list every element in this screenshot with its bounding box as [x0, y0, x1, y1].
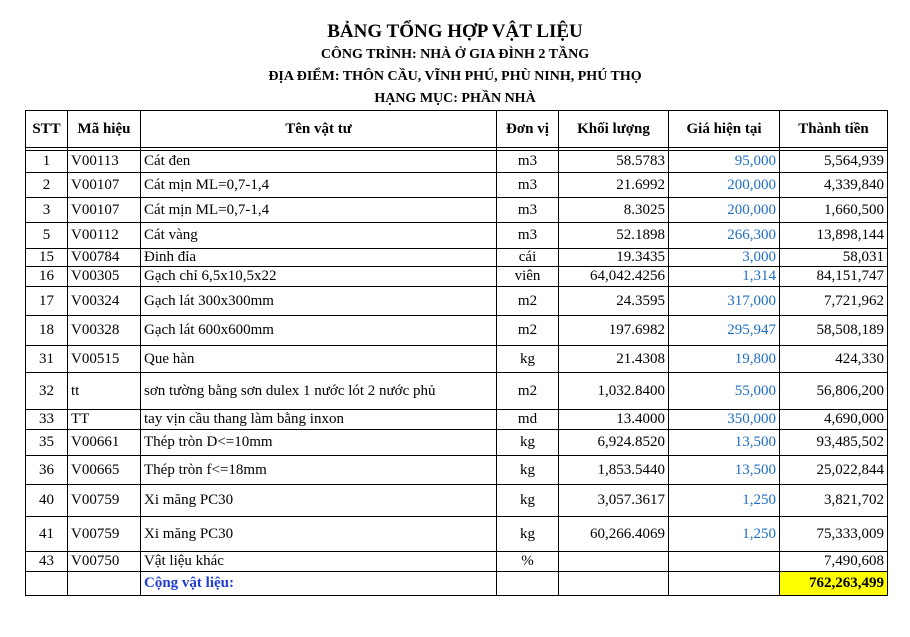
column-header-total: Thành tiền [780, 111, 888, 148]
cell-total: 13,898,144 [780, 223, 888, 249]
total-label: Cộng vật liệu: [141, 572, 497, 596]
cell-stt: 31 [26, 346, 68, 373]
cell-code: V00107 [68, 173, 141, 198]
cell-quantity: 24.3595 [559, 287, 669, 316]
cell-name: Vật liệu khác [141, 552, 497, 572]
table-row [26, 151, 888, 173]
cell-unit: kg [497, 485, 559, 517]
cell-unit: m2 [497, 373, 559, 410]
cell-price: 1,314 [669, 267, 780, 287]
cell-total: 25,022,844 [780, 456, 888, 485]
cell-unit: % [497, 552, 559, 572]
cell-code: V00759 [68, 517, 141, 552]
cell-total: 7,490,608 [780, 552, 888, 572]
table-row [26, 346, 888, 373]
cell-stt: 5 [26, 223, 68, 249]
cell-total: 58,031 [780, 249, 888, 267]
cell-code: V00107 [68, 198, 141, 223]
cell-code: V00759 [68, 485, 141, 517]
cell-stt: 36 [26, 456, 68, 485]
cell-stt: 35 [26, 430, 68, 456]
cell-code: V00784 [68, 249, 141, 267]
column-header-stt: STT [26, 111, 68, 148]
cell-total: 4,339,840 [780, 173, 888, 198]
cell-code: V00324 [68, 287, 141, 316]
cell-unit: kg [497, 517, 559, 552]
cell-quantity: 64,042.4256 [559, 267, 669, 287]
table-row [26, 517, 888, 552]
cell-code: V00113 [68, 151, 141, 173]
cell-name: Gạch lát 300x300mm [141, 287, 497, 316]
cell-stt: 16 [26, 267, 68, 287]
cell-name: Đinh đỉa [141, 249, 497, 267]
cell-code: V00112 [68, 223, 141, 249]
column-header-unit: Đơn vị [497, 111, 559, 148]
cell-unit: m2 [497, 287, 559, 316]
cell-total: 424,330 [780, 346, 888, 373]
cell-price [669, 552, 780, 572]
project-line: CÔNG TRÌNH: NHÀ Ở GIA ĐÌNH 2 TẦNG [320, 47, 590, 62]
document-header [0, 0, 910, 110]
cell-quantity: 21.4308 [559, 346, 669, 373]
category-line: HẠNG MỤC: PHẦN NHÀ [374, 91, 536, 106]
table-row [26, 485, 888, 517]
cell-total: 5,564,939 [780, 151, 888, 173]
cell-name: Cát mịn ML=0,7-1,4 [141, 173, 497, 198]
cell-quantity: 58.5783 [559, 151, 669, 173]
column-header-name: Tên vật tư [141, 111, 497, 148]
cell-code: V00665 [68, 456, 141, 485]
cell-stt: 40 [26, 485, 68, 517]
cell-stt: 15 [26, 249, 68, 267]
cell-quantity: 6,924.8520 [559, 430, 669, 456]
cell-price: 350,000 [669, 410, 780, 430]
cell-quantity: 60,266.4069 [559, 517, 669, 552]
cell-total: 4,690,000 [780, 410, 888, 430]
cell-total: 93,485,502 [780, 430, 888, 456]
cell-price: 19,800 [669, 346, 780, 373]
cell-name: Cát đen [141, 151, 497, 173]
cell-unit: m3 [497, 223, 559, 249]
table-row [26, 410, 888, 430]
table-row [26, 223, 888, 249]
cell-price: 200,000 [669, 173, 780, 198]
cell-price: 266,300 [669, 223, 780, 249]
cell-stt: 3 [26, 198, 68, 223]
cell-unit: m2 [497, 316, 559, 346]
cell-quantity: 13.4000 [559, 410, 669, 430]
materials-table [25, 110, 888, 596]
cell-price: 317,000 [669, 287, 780, 316]
table-row [26, 287, 888, 316]
cell-unit: kg [497, 456, 559, 485]
cell-unit: viên [497, 267, 559, 287]
cell-name: Thép tròn f<=18mm [141, 456, 497, 485]
cell-name: Cát mịn ML=0,7-1,4 [141, 198, 497, 223]
cell-code: V00750 [68, 552, 141, 572]
total-row [26, 572, 888, 596]
cell-quantity: 52.1898 [559, 223, 669, 249]
cell-stt: 33 [26, 410, 68, 430]
cell-quantity: 1,032.8400 [559, 373, 669, 410]
table-row [26, 552, 888, 572]
cell-quantity: 8.3025 [559, 198, 669, 223]
cell-total: 56,806,200 [780, 373, 888, 410]
cell-code: TT [68, 410, 141, 430]
table-row [26, 173, 888, 198]
cell-name: Xi măng PC30 [141, 485, 497, 517]
cell-unit: md [497, 410, 559, 430]
cell-price: 95,000 [669, 151, 780, 173]
table-row [26, 316, 888, 346]
cell-name: Gạch lát 600x600mm [141, 316, 497, 346]
cell-total: 75,333,009 [780, 517, 888, 552]
cell-total: 58,508,189 [780, 316, 888, 346]
cell-code: V00305 [68, 267, 141, 287]
column-header-code: Mã hiệu [68, 111, 141, 148]
cell-stt: 41 [26, 517, 68, 552]
cell-name: tay vịn cầu thang làm bằng inxon [141, 410, 497, 430]
table-row [26, 249, 888, 267]
cell-name: Thép tròn D<=10mm [141, 430, 497, 456]
cell-name: Cát vàng [141, 223, 497, 249]
cell-quantity [559, 552, 669, 572]
document-title: BẢNG TỔNG HỢP VẬT LIỆU [327, 21, 583, 42]
column-header-price: Giá hiện tại [669, 111, 780, 148]
cell-price: 55,000 [669, 373, 780, 410]
cell-unit: kg [497, 346, 559, 373]
location-line: ĐỊA ĐIỂM: THÔN CẦU, VĨNH PHÚ, PHÙ NINH, PHÚ THỌ [268, 69, 642, 84]
cell-unit: m3 [497, 151, 559, 173]
table-row [26, 373, 888, 410]
table-row [26, 456, 888, 485]
cell-quantity: 3,057.3617 [559, 485, 669, 517]
total-value: 762,263,499 [780, 572, 888, 596]
cell-stt: 18 [26, 316, 68, 346]
cell-stt: 2 [26, 173, 68, 198]
cell-quantity: 197.6982 [559, 316, 669, 346]
cell-quantity: 1,853.5440 [559, 456, 669, 485]
cell-stt: 1 [26, 151, 68, 173]
cell-quantity: 21.6992 [559, 173, 669, 198]
cell-price: 1,250 [669, 485, 780, 517]
cell-code: tt [68, 373, 141, 410]
column-header-quantity: Khối lượng [559, 111, 669, 148]
cell-stt: 32 [26, 373, 68, 410]
cell-total: 84,151,747 [780, 267, 888, 287]
cell-stt: 17 [26, 287, 68, 316]
cell-price: 13,500 [669, 456, 780, 485]
cell-name: Que hàn [141, 346, 497, 373]
cell-code: V00328 [68, 316, 141, 346]
cell-total: 3,821,702 [780, 485, 888, 517]
cell-name: sơn tường bằng sơn dulex 1 nước lót 2 nước phủ [141, 373, 497, 410]
cell-stt: 43 [26, 552, 68, 572]
table-row [26, 198, 888, 223]
cell-unit: m3 [497, 173, 559, 198]
table-row [26, 267, 888, 287]
cell-total: 7,721,962 [780, 287, 888, 316]
cell-name: Xi măng PC30 [141, 517, 497, 552]
cell-unit: m3 [497, 198, 559, 223]
cell-quantity: 19.3435 [559, 249, 669, 267]
cell-price: 13,500 [669, 430, 780, 456]
cell-code: V00515 [68, 346, 141, 373]
cell-code: V00661 [68, 430, 141, 456]
table-row [26, 430, 888, 456]
cell-price: 200,000 [669, 198, 780, 223]
table-header-row [26, 111, 888, 148]
cell-price: 3,000 [669, 249, 780, 267]
cell-unit: kg [497, 430, 559, 456]
cell-price: 295,947 [669, 316, 780, 346]
cell-total: 1,660,500 [780, 198, 888, 223]
cell-unit: cái [497, 249, 559, 267]
cell-price: 1,250 [669, 517, 780, 552]
cell-name: Gạch chỉ 6,5x10,5x22 [141, 267, 497, 287]
